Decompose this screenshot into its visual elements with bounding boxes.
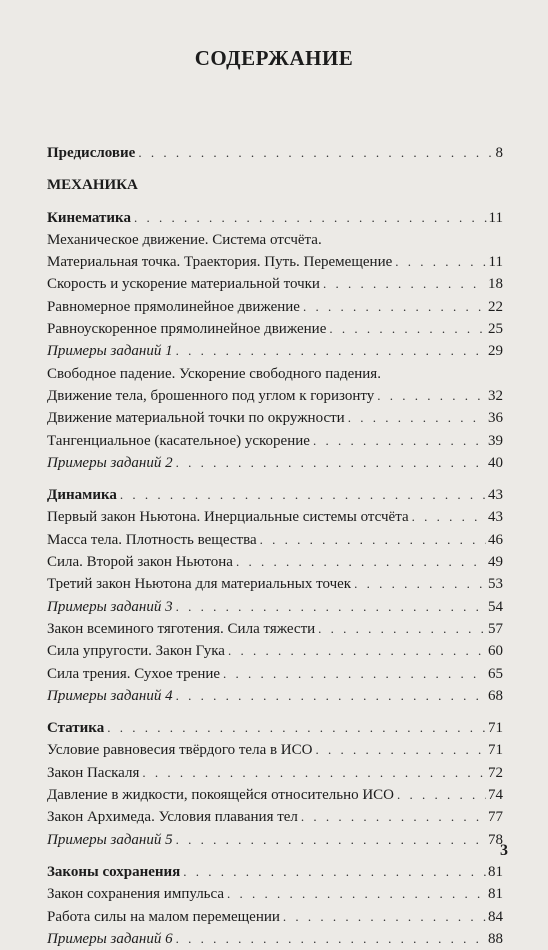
dot-leader — [176, 928, 486, 950]
table-of-contents — [47, 142, 503, 950]
toc-entry — [47, 229, 503, 251]
toc-entry — [47, 430, 503, 452]
toc-entry — [47, 717, 503, 739]
toc-entry-label: Сила упругости. Закон Гука — [47, 643, 225, 660]
dot-leader — [176, 685, 486, 707]
toc-entry-label: Первый закон Ньютона. Инерциальные системы отсчёта — [47, 509, 409, 526]
toc-entry — [47, 296, 503, 318]
dot-leader — [120, 484, 486, 506]
dot-leader — [323, 273, 486, 295]
toc-entry — [47, 407, 503, 429]
dot-leader — [138, 142, 493, 164]
toc-entry — [47, 762, 503, 784]
toc-entry-page: 78 — [488, 831, 503, 848]
toc-entry-label: Сила. Второй закон Ньютона — [47, 554, 233, 571]
toc-entry-page: 57 — [488, 620, 503, 637]
toc-entry-label: Материальная точка. Траектория. Путь. Перемещение — [47, 254, 393, 271]
toc-entry — [47, 640, 503, 662]
toc-entry — [47, 273, 503, 295]
toc-entry-page: 40 — [488, 454, 503, 471]
dot-leader — [395, 251, 486, 273]
toc-entry-page: 18 — [488, 276, 503, 293]
toc-entry-label: Давление в жидкости, покоящейся относительно ИСО — [47, 787, 395, 804]
toc-entry-label: Примеры заданий 4 — [47, 687, 173, 704]
toc-entry — [47, 573, 503, 595]
toc-entry-page: 60 — [488, 643, 503, 660]
toc-entry-label: Свободное падение. Ускорение свободного падения. — [47, 365, 381, 382]
toc-entry-page: 77 — [488, 809, 503, 826]
toc-entry-page: 43 — [488, 487, 503, 504]
dot-leader — [313, 430, 486, 452]
toc-entry — [47, 784, 503, 806]
toc-entry-label: Работа силы на малом перемещении — [47, 908, 280, 925]
toc-entry-label: Закон Архимеда. Условия плавания тел — [47, 809, 298, 826]
toc-entry — [47, 385, 503, 407]
toc-entry-page: 29 — [488, 343, 503, 360]
dot-leader — [348, 407, 486, 429]
toc-entry-label: Масса тела. Плотность вещества — [47, 531, 257, 548]
toc-entry-page: 36 — [488, 410, 503, 427]
toc-entry — [47, 506, 503, 528]
toc-entry-label: Скорость и ускорение материальной точки — [47, 276, 320, 293]
toc-entry-label: Динамика — [47, 487, 117, 504]
page-number: 3 — [500, 842, 508, 859]
dot-leader — [227, 883, 486, 905]
toc-entry-label: Равноускоренное прямолинейное движение — [47, 321, 327, 338]
toc-entry-label: Примеры заданий 3 — [47, 598, 173, 615]
toc-entry-page: 43 — [488, 509, 503, 526]
toc-entry — [47, 906, 503, 928]
toc-entry-page: 11 — [488, 254, 503, 271]
dot-leader — [236, 551, 486, 573]
dot-leader — [315, 739, 486, 761]
toc-entry-label: Предисловие — [47, 145, 136, 161]
toc-entry-label: Равномерное прямолинейное движение — [47, 298, 300, 315]
toc-entry-label: Статика — [47, 720, 105, 737]
toc-entry-page: 84 — [488, 908, 503, 925]
toc-entry-label: Примеры заданий 6 — [47, 930, 173, 947]
toc-entry-page: 53 — [488, 576, 503, 593]
dot-leader — [107, 717, 486, 739]
toc-entry-page: 71 — [488, 720, 503, 737]
toc-entry — [47, 318, 503, 340]
dot-leader — [134, 207, 487, 229]
dot-leader — [329, 318, 486, 340]
dot-leader — [223, 663, 486, 685]
dot-leader — [183, 861, 486, 883]
dot-leader — [301, 806, 486, 828]
dot-leader — [176, 829, 486, 851]
toc-entry-label: Движение материальной точки по окружности — [47, 410, 345, 427]
toc-entry-label: Закон сохранения импульса — [47, 886, 225, 903]
toc-entry-page: 11 — [488, 209, 503, 226]
toc-entry — [47, 251, 503, 273]
toc-entry — [47, 484, 503, 506]
dot-leader — [303, 296, 486, 318]
toc-entry-label: Примеры заданий 2 — [47, 454, 173, 471]
toc-entry-label: Закон всеминого тяготения. Сила тяжести — [47, 620, 316, 637]
dot-leader — [412, 506, 486, 528]
toc-entry-label: Условие равновесия твёрдого тела в ИСО — [47, 742, 313, 759]
toc-entry — [47, 142, 503, 164]
toc-entry — [47, 928, 503, 950]
toc-entry — [47, 551, 503, 573]
toc-entry — [47, 207, 503, 229]
toc-entry — [47, 174, 503, 196]
toc-entry-label: Примеры заданий 1 — [47, 343, 173, 360]
dot-leader — [228, 640, 486, 662]
toc-entry-page: 32 — [488, 387, 503, 404]
toc-entry — [47, 829, 503, 851]
toc-entry — [47, 685, 503, 707]
toc-entry-page: 81 — [488, 863, 503, 880]
toc-entry-page: 74 — [488, 787, 503, 804]
toc-entry-page: 71 — [488, 742, 503, 759]
toc-entry-page: 81 — [488, 886, 503, 903]
page-title: СОДЕРЖАНИЕ — [194, 46, 354, 70]
toc-entry-label: Тангенциальное (касательное) ускорение — [47, 432, 310, 449]
toc-entry-label: Сила трения. Сухое трение — [47, 665, 221, 682]
toc-entry-page: 46 — [488, 531, 503, 548]
dot-leader — [318, 618, 486, 640]
toc-entry — [47, 883, 503, 905]
toc-entry-label: Примеры заданий 5 — [47, 831, 173, 848]
toc-entry — [47, 663, 503, 685]
toc-entry-label: Механическое движение. Система отсчёта. — [47, 231, 322, 248]
toc-entry-page: 22 — [488, 298, 503, 315]
dot-leader — [397, 784, 486, 806]
toc-entry-page: 72 — [488, 764, 503, 781]
toc-entry-label: МЕХАНИКА — [47, 177, 138, 194]
toc-entry-page: 25 — [488, 321, 503, 338]
toc-entry — [47, 363, 503, 385]
dot-leader — [260, 529, 486, 551]
toc-entry-page: 65 — [488, 665, 503, 682]
toc-entry — [47, 340, 503, 362]
dot-leader — [354, 573, 486, 595]
toc-entry-page: 88 — [488, 930, 503, 947]
toc-entry — [47, 618, 503, 640]
dot-leader — [283, 906, 486, 928]
dot-leader — [176, 452, 486, 474]
toc-entry-label: Третий закон Ньютона для материальных точек — [47, 576, 352, 593]
toc-entry-page: 49 — [488, 554, 503, 571]
toc-entry — [47, 739, 503, 761]
dot-leader — [176, 596, 486, 618]
toc-entry — [47, 806, 503, 828]
toc-entry-page: 54 — [488, 598, 503, 615]
toc-entry-label: Закон Паскаля — [47, 764, 140, 781]
toc-entry — [47, 529, 503, 551]
toc-entry — [47, 452, 503, 474]
toc-entry — [47, 861, 503, 883]
toc-entry-label: Кинематика — [47, 209, 131, 226]
toc-entry-page: 8 — [495, 145, 503, 161]
toc-entry-page: 39 — [488, 432, 503, 449]
toc-entry-label: Движение тела, брошенного под углом к горизонту — [47, 387, 375, 404]
dot-leader — [142, 762, 486, 784]
dot-leader — [176, 340, 486, 362]
dot-leader — [377, 385, 486, 407]
toc-entry-label: Законы сохранения — [47, 863, 181, 880]
toc-entry — [47, 596, 503, 618]
toc-entry-page: 68 — [488, 687, 503, 704]
